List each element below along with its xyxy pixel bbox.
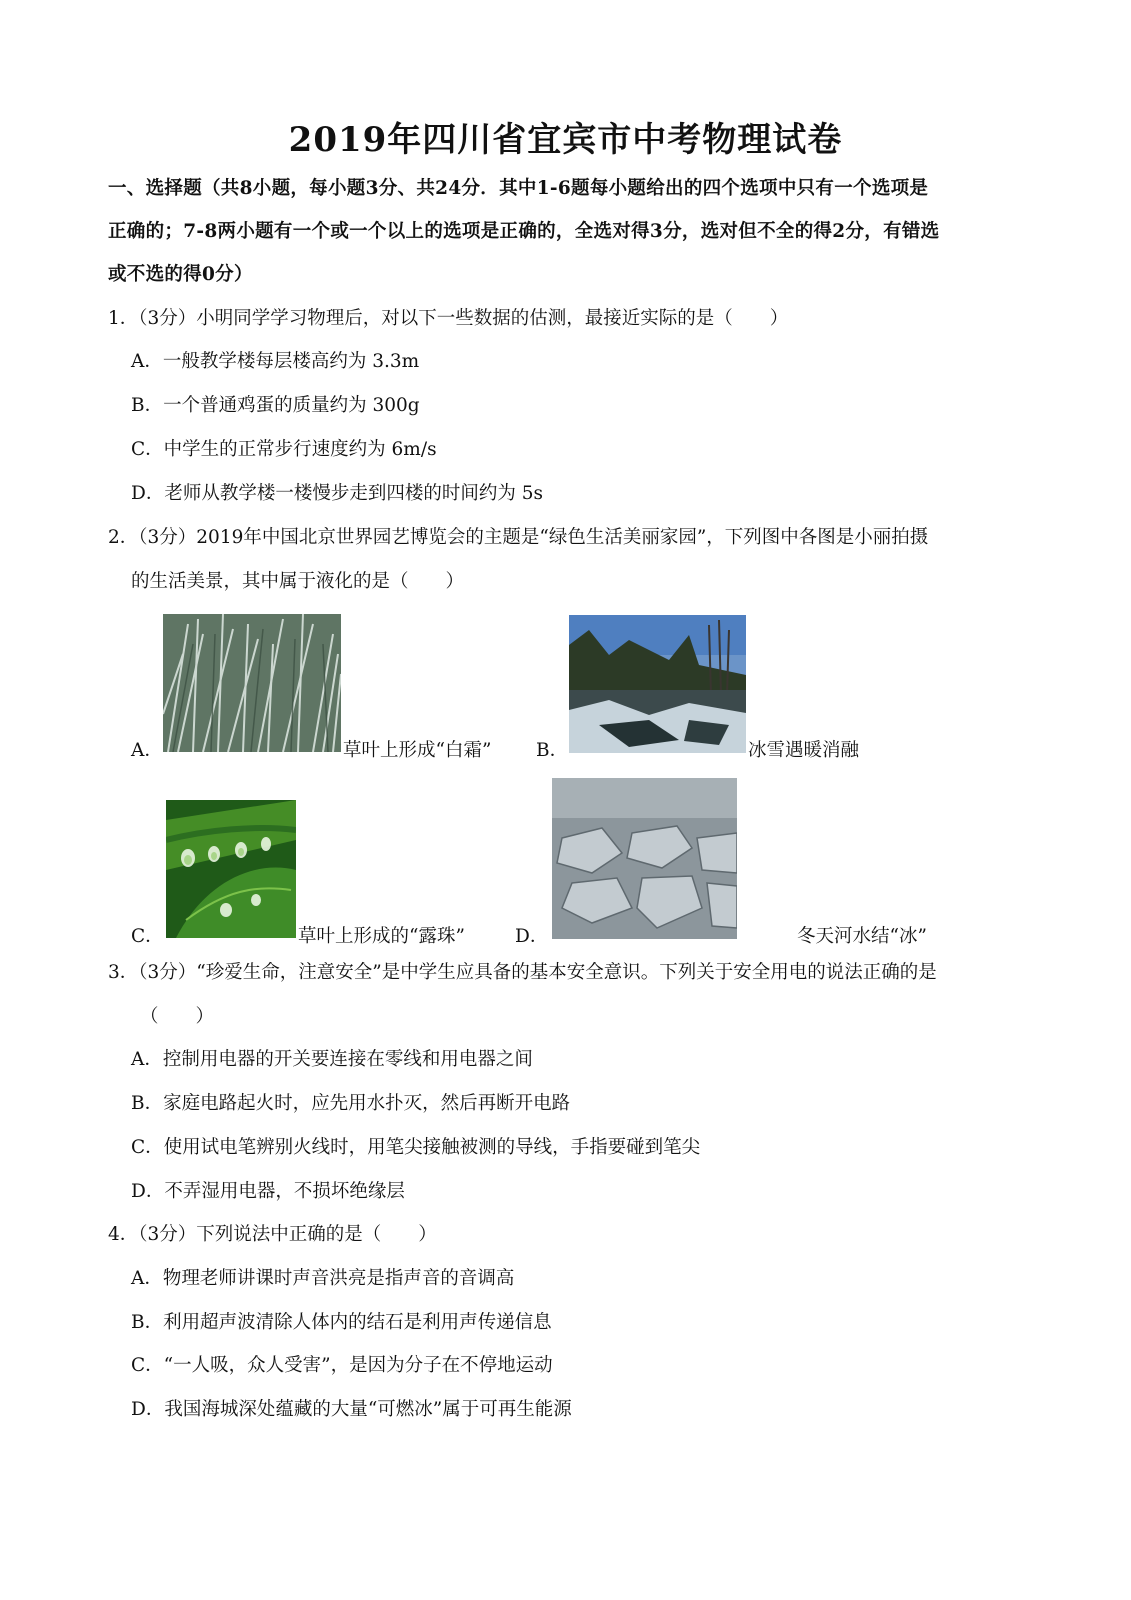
question-3-stem-line-1: 3．（3分）“珍爱生命，注意安全”是中学生应具备的基本安全意识。下列关于安全用电的说法正确的是 xyxy=(108,962,937,983)
question-2-option-c-letter: C． xyxy=(131,926,164,947)
question-4-option-d: D．我国海城深处蕴藏的大量“可燃冰”属于可再生能源 xyxy=(131,1399,572,1420)
question-2-option-b-caption: 冰雪遇暖消融 xyxy=(748,740,860,761)
section-heading-line-2: 正确的；7-8两小题有一个或一个以上的选项是正确的，全选对得3分，选对但不全的得2分，有错选 xyxy=(108,221,940,242)
question-4-stem: 4．（3分）下列说法中正确的是（ ） xyxy=(108,1224,437,1245)
question-1-stem: 1．（3分）小明同学学习物理后，对以下一些数据的估测，最接近实际的是（ ） xyxy=(108,308,789,329)
question-2-stem-line-2: 的生活美景，其中属于液化的是（ ） xyxy=(131,571,465,592)
question-3-option-d: D．不弄湿用电器，不损坏绝缘层 xyxy=(131,1181,405,1202)
question-1-option-d: D．老师从教学楼一楼慢步走到四楼的时间约为 5s xyxy=(131,483,543,504)
question-2-option-a-letter: A． xyxy=(131,740,163,761)
melting-snow-photo xyxy=(569,615,746,753)
question-1-option-c: C．中学生的正常步行速度约为 6m/s xyxy=(131,439,437,460)
question-3-option-a: A．控制用电器的开关要连接在零线和用电器之间 xyxy=(131,1049,533,1070)
question-3-option-c: C．使用试电笔辨别火线时，用笔尖接触被测的导线，手指要碰到笔尖 xyxy=(131,1137,701,1158)
question-4-option-b: B．利用超声波清除人体内的结石是利用声传递信息 xyxy=(131,1312,552,1333)
question-4-option-a: A．物理老师讲课时声音洪亮是指声音的音调高 xyxy=(131,1268,515,1289)
page-title: 2019年四川省宜宾市中考物理试卷 xyxy=(288,120,843,160)
frost-grass-photo xyxy=(163,614,341,752)
question-1-option-b: B．一个普通鸡蛋的质量约为 300g xyxy=(131,395,420,416)
section-heading-line-3: 或不选的得0分） xyxy=(108,264,253,285)
question-2-option-b-letter: B． xyxy=(536,740,569,761)
question-2-option-c-caption: 草叶上形成的“露珠” xyxy=(298,926,465,947)
question-3-option-b: B．家庭电路起火时，应先用水扑灭，然后再断开电路 xyxy=(131,1093,571,1114)
dew-drops-photo xyxy=(166,800,296,938)
question-3-stem-line-2: （ ） xyxy=(140,1006,215,1027)
question-2-option-a-caption: 草叶上形成“白霜” xyxy=(343,740,492,761)
question-2-option-d-letter: D． xyxy=(515,926,549,947)
question-4-option-c: C．“一人吸，众人受害”，是因为分子在不停地运动 xyxy=(131,1355,553,1376)
question-2-stem-line-1: 2．（3分）2019年中国北京世界园艺博览会的主题是“绿色生活美丽家园”，下列图中各图是小丽拍摄 xyxy=(108,527,929,548)
section-heading-line-1: 一、选择题（共8小题，每小题3分、共24分．其中1-6题每小题给出的四个选项中只有一个选项是 xyxy=(108,178,929,199)
question-1-option-a: A．一般教学楼每层楼高约为 3.3m xyxy=(131,351,420,372)
question-2-option-d-caption: 冬天河水结“冰” xyxy=(797,926,927,947)
river-ice-photo xyxy=(552,778,737,939)
